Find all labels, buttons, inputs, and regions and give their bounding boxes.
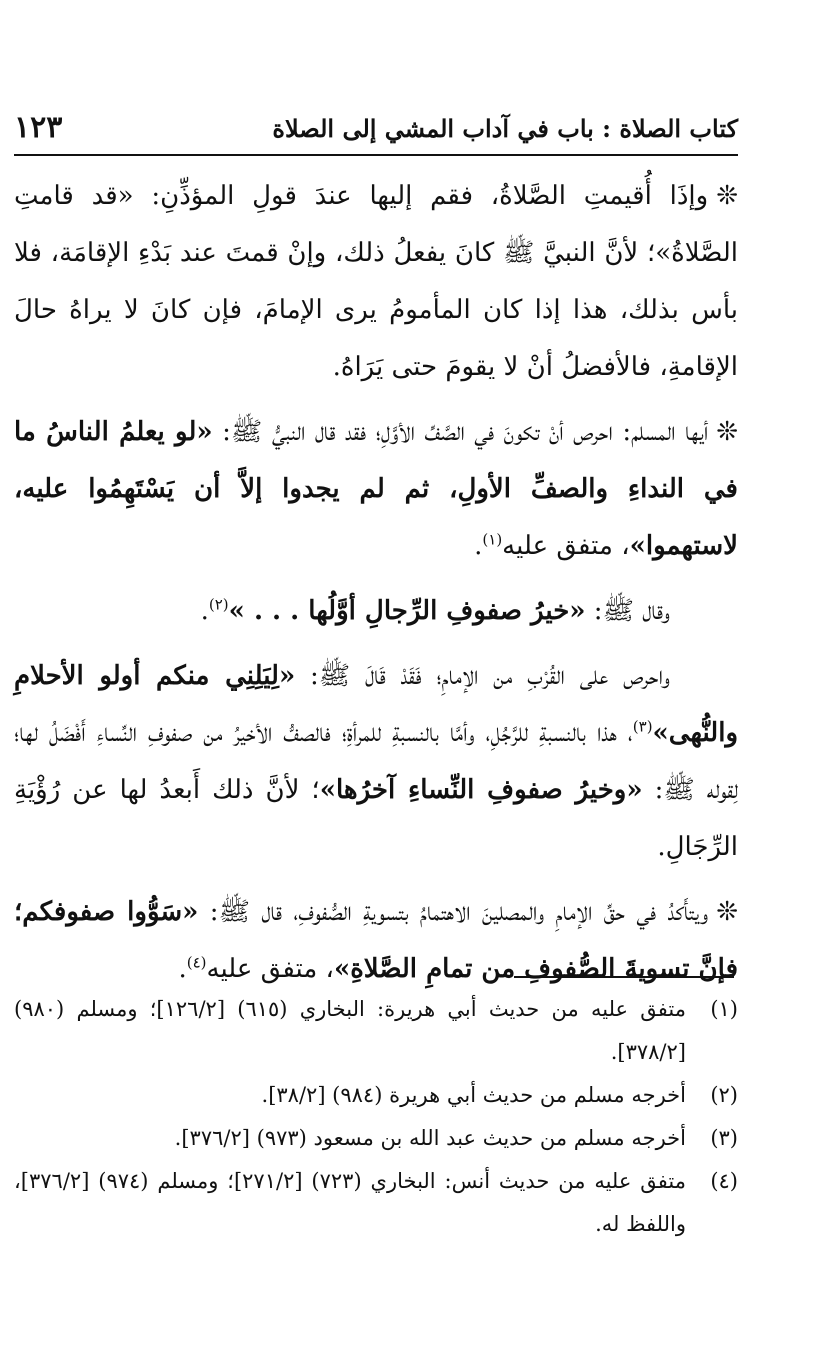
- hadith-quote: «لو يعلمُ الناسُ ما في النداءِ والصفِّ الأولِ، ثم لم يجدوا إلاَّ أن يَسْتَهِمُوا عليه، لاستهموا»: [14, 417, 738, 561]
- paragraph-prayer-standing: [14, 168, 738, 396]
- footnote-text: متفق عليه من حديث أنس: البخاري (٧٢٣) [٢٧١/٢]؛ ومسلم (٩٧٤) [٣٧٦/٢]، واللفظ له.: [14, 1169, 687, 1236]
- paragraph-text: ؛ لأنَّ ذلك أَبعدُ لها عن رُؤْيَةِ الرِّجَالِ.: [14, 775, 738, 862]
- paragraph-text: واحرص على القُرْبِ من الإمامِ؛ فَقَدْ قَالَ ﷺ:: [295, 661, 670, 691]
- running-header: [14, 108, 738, 156]
- footnote-item: [14, 1117, 738, 1160]
- footnote-item: [14, 988, 738, 1074]
- hadith-quote: «خيرُ صفوفِ الرِّجالِ أوَّلُها . . . »: [228, 596, 586, 626]
- chapter-title: كتاب الصلاة : باب في آداب المشي إلى الصلاة: [272, 114, 738, 143]
- footnote-text: أخرجه مسلم من حديث أبي هريرة (٩٨٤) [٣٨/٢].: [261, 1083, 686, 1107]
- footnote-text: أخرجه مسلم من حديث عبد الله بن مسعود (٩٧٣) [٣٧٦/٢].: [174, 1126, 686, 1150]
- paragraph-text: وقال ﷺ:: [585, 596, 670, 626]
- footnote-ref[interactable]: (٢): [208, 595, 229, 614]
- footnote-item: [14, 1074, 738, 1117]
- paragraph-text: .: [474, 531, 483, 561]
- hadith-quote: «لِيَلِنِي منكم أولو الأحلامِ والنُّهى»: [14, 661, 738, 748]
- footnote-ref[interactable]: (٣): [632, 717, 653, 736]
- paragraph-straight-rows: [14, 884, 738, 998]
- page-number: ١٢٣: [14, 110, 63, 145]
- footnote-number: (٢): [710, 1083, 738, 1107]
- paragraph-marker: ❊: [716, 417, 738, 447]
- paragraph-text: ، متفق عليه: [502, 531, 630, 561]
- paragraph-text: .: [178, 954, 187, 984]
- footnote-divider: [514, 976, 734, 978]
- paragraph-text: وإذَا أُقيمتِ الصَّلاةُ، فقم إليها عندَ قولِ المؤذِّنِ: «قد قامتِ الصَّلاةُ»؛ لأنَّ النبيَّ ﷺ كانَ يفعلُ ذلك، وإنْ قمتَ عند بَدْءِ الإقامَة، فلا بأس بذلك، هذا إذا كان المأمومُ يرى الإمامَ، فإن كانَ لا يراهُ حالَ الإقامةِ، فالأفضلُ أنْ لا يقومَ حتى يَرَاهُ.: [14, 181, 738, 382]
- paragraph-marker: ❊: [716, 181, 738, 211]
- footnote-text: متفق عليه من حديث أبي هريرة: البخاري (٦١٥) [١٢٦/٢]؛ ومسلم (٩٨٠) [٣٧٨/٢].: [14, 997, 686, 1064]
- footnotes: [14, 988, 738, 1246]
- paragraph-text: .: [200, 596, 209, 626]
- paragraph-near-imam: [14, 648, 738, 876]
- footnote-number: (١): [710, 997, 738, 1021]
- paragraph-text: ، هذا بالنسبةِ للرَّجُلِ، وأمَّا بالنسبةِ للمرأةِ؛ فالصفُّ الأخيرُ من صفوفِ النِّساءِ أَفْضَلُ لها؛ لِقوله ﷺ:: [14, 718, 739, 805]
- paragraph-first-row: [14, 404, 738, 575]
- footnote-item: [14, 1160, 738, 1246]
- paragraph-text: أيها المسلم: احرص أنْ تكونَ في الصَّفِّ الأوَّلِ؛ فقد قال النبيُّ ﷺ:: [212, 417, 709, 447]
- paragraph-text: ويتأَكدُ في حقِّ الإمامِ والمصلينَ الاهتمامُ بتسويةِ الصُّفوفِ، قال ﷺ:: [198, 897, 709, 927]
- hadith-quote: «وخيرُ صفوفِ النِّساءِ آخرُها»: [319, 775, 643, 805]
- paragraph-text: ، متفق عليه: [206, 954, 334, 984]
- main-text: [14, 168, 738, 1006]
- paragraph-best-rows: [14, 583, 738, 640]
- footnote-ref[interactable]: (٤): [186, 953, 207, 972]
- footnote-number: (٤): [710, 1169, 738, 1193]
- footnote-ref[interactable]: (١): [482, 530, 503, 549]
- hadith-quote: «سَوُّوا صفوفكم؛ فإنَّ تسويةَ الصُّفوفِ من تمامِ الصَّلاةِ»: [14, 897, 738, 984]
- footnote-number: (٣): [710, 1126, 738, 1150]
- paragraph-marker: ❊: [716, 897, 738, 927]
